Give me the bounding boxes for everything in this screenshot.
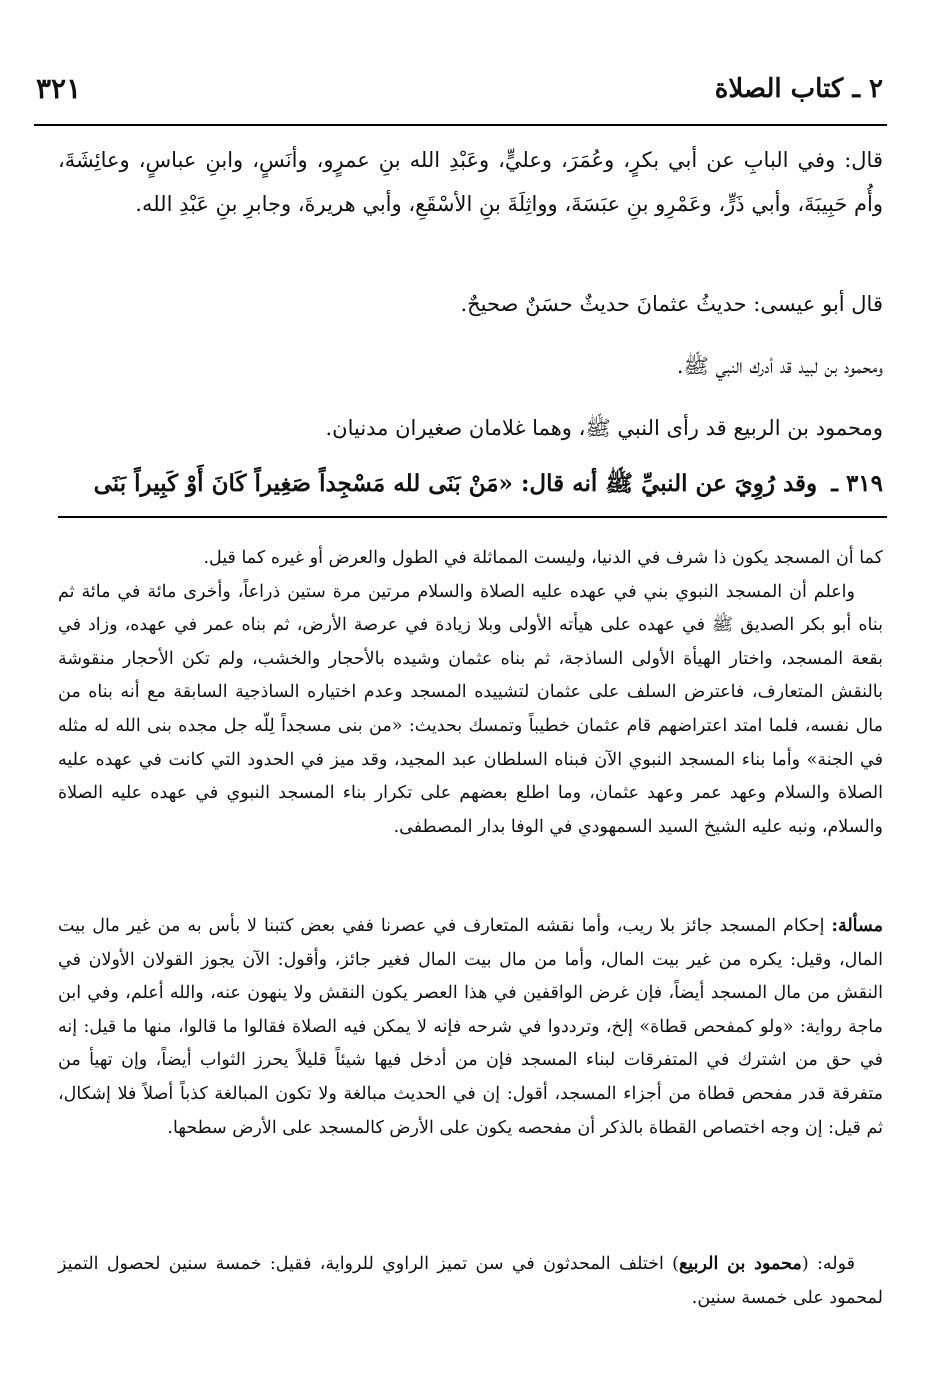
main-text-para2	[58, 282, 883, 326]
commentary-block-mas2ala	[58, 910, 883, 1145]
commentary-divider	[58, 516, 887, 518]
mas2ala-text: إحكام المسجد جائز بلا ريب، وأما نقشه المتعارف في عصرنا ففي بعض كتبنا لا بأس به من غير مال بيت المال، وقيل: يكره من غير بيت المال، وأما من مال بيت المال فغير جائز، وأقول: الآن يجوز القولان الأولان في النقش من مال المسجد أيضاً، فإن غرض الواقفين في هذا العصر يكون النقش ولا ينهون عنه، والله أعلم، وفي ابن ماجة رواية: «ولو كمفحص قطاة» إلخ، وترددوا في شرحه فإنه لا يمكن فيه الصلاة فقالوا ما قالوا، منها ما قيل: إنه في حق من اشترك في المتفرقات لبناء المسجد فإن من أدخل فيها شيئاً قليلاً يحرز الثواب أيضاً، وإن تهيأ من متفرقة قدر مفحص قطاة من أجزاء المسجد، أقول: إن في الحديث مبالغة ولا تكون المبالغة كذباً أصلاً فلا إشكال، ثم قيل: إن وجه اختصاص القطاة بالذكر أن مفحصه يكون على الأرض كالمسجد على الأرض سطحها.	[58, 916, 883, 1138]
paragraph: ومحمود بن الربيع قد رأى النبي ﷺ، وهما غلامان صغيران مدنيان.	[325, 416, 883, 440]
main-text-para3	[58, 344, 883, 388]
main-text-para1	[58, 138, 883, 226]
hadith-text: وقد رُوِيَ عن النبيِّ ﷺ أنه قال: «مَنْ بَنَى لله مَسْجِداً صَغِيراً كَانَ أَوْ كَبِيراً بَنَى	[93, 470, 818, 497]
qawluhu-name: محمود بن الربيع	[678, 1254, 802, 1274]
chapter-title: ٢ ـ كتاب الصلاة	[714, 74, 883, 104]
hadith-number: ٣١٩ ـ	[831, 470, 883, 497]
hadith-line	[58, 462, 883, 506]
commentary-block-1	[58, 542, 883, 844]
commentary-paragraph: كما أن المسجد يكون ذا شرف في الدنيا، وليست المماثلة في الطول والعرض أو غيره كما قيل.	[203, 548, 883, 568]
qawluhu-prefix: قوله: (	[801, 1254, 855, 1274]
hadith-paragraph	[58, 462, 883, 506]
paragraph: قال أبو عيسى: حديثُ عثمانَ حديثٌ حسَنٌ صحيحٌ.	[460, 292, 883, 316]
paragraph: قال: وفي البابِ عن أبي بكرٍ، وعُمَرَ، وعليٍّ، وعَبْدِ الله بنِ عمرٍو، وأنَسٍ، وابنِ عباسٍ، وعائِشَةَ، وأُم حَبِيبَةَ، وأبي ذَرٍّ، وعَمْرِو بنِ عبَسَةَ، وواثِلَةَ بنِ الأسْقَعِ، وأبي هريرةَ، وجابرِ بنِ عَبْدِ الله.	[58, 148, 883, 216]
paragraph: ومحمود بن لبيد قد أدرك النبي ﷺ.	[676, 354, 883, 378]
page-number: ٣٢١	[36, 72, 82, 105]
commentary-block-qawluhu	[58, 1248, 883, 1315]
mas2ala-label: مسألة:	[831, 916, 883, 936]
main-text-para4	[58, 406, 883, 450]
qawluhu-rest: ) اختلف المحدثون في سن تميز الراوي للرواية، فقيل: خمسة سنين لحصول التميز لمحمود على خمسة سنين.	[58, 1254, 883, 1308]
commentary-paragraph	[58, 910, 883, 1145]
header-rule	[34, 124, 887, 126]
commentary-paragraph	[58, 1248, 883, 1315]
commentary-paragraph: واعلم أن المسجد النبوي بني في عهده عليه الصلاة والسلام مرتين مرة ستين ذراعاً، وأخرى مائة في مائة ثم بناه أبو بكر الصديق ﷺ في عهده على هيأته الأولى وبلا زيادة في عرصة الأرض، ثم بناه عمر في عهده، وزاد في بقعة المسجد، واختار الهيأة الأولى الساذجة، ثم بناه عثمان وشيده بالأحجار والخشب، ولم تكن الأحجار منقوشة بالنقش المتعارف، فاعترض السلف على عثمان لتشييده المسجد وعدم اختياره الساذجية السابقة مع أنه بناه من مال نفسه، فلما امتد اعتراضهم قام عثمان خطيباً وتمسك بحديث: «من بنى مسجداً لِلّه جل مجده بنى الله له مثله في الجنة» وأما بناء المسجد النبوي الآن فبناه السلطان عبد المجيد، وقد ميز في الحدود التي كانت في عهده عليه الصلاة والسلام وعهد عمر وعهد عثمان، وما اطلع بعضهم على تكرار بناء المسجد النبوي في عهده عليه الصلاة والسلام، ونبه عليه الشيخ السيد السمهودي في الوفا بدار المصطفى.	[58, 581, 883, 837]
